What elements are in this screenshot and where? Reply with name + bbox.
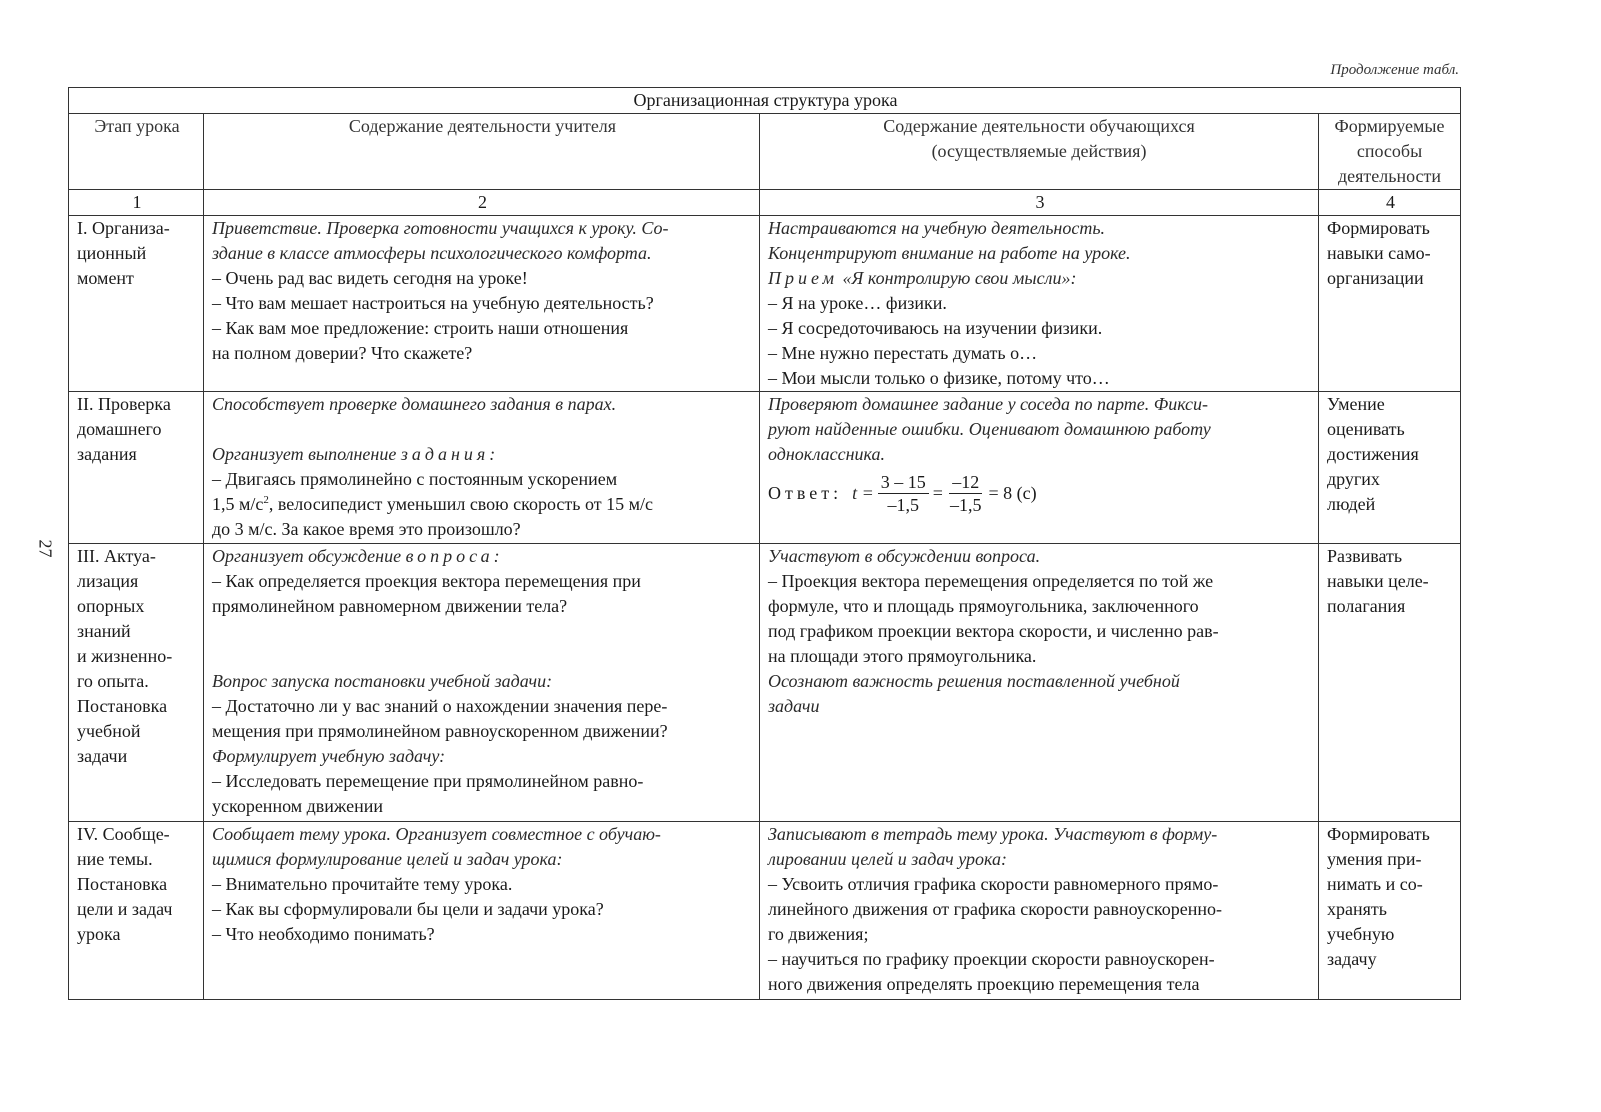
column-number: 2: [204, 190, 760, 216]
technique-label: Прием: [768, 268, 839, 288]
table-row: [69, 216, 1461, 392]
teacher-cell: [204, 822, 760, 1000]
teacher-italic-line: щимися формулирование целей и задач урока:: [212, 849, 563, 869]
equals-sign: =: [932, 483, 943, 503]
teacher-line: мещения при прямолинейном равноускоренном движении?: [212, 721, 668, 741]
stage-line: опорных: [77, 596, 145, 616]
teacher-italic-line: [212, 442, 753, 467]
stage-line: и жизненно-: [77, 646, 173, 666]
teacher-line: – Двигаясь прямолинейно с постоянным ускорением: [212, 469, 618, 489]
stage-line: задачи: [77, 746, 128, 766]
skills-line: Формировать: [1327, 218, 1430, 238]
technique-name: «Я контролирую свои мысли»:: [842, 268, 1077, 288]
formula-variable: t =: [852, 483, 874, 503]
stage-line: Постановка: [77, 874, 168, 894]
fraction-denominator: –1,5: [887, 495, 920, 515]
stage-line: цели и задач: [77, 899, 173, 919]
skills-line: Формировать: [1327, 824, 1430, 844]
formula-result: = 8 (с): [988, 483, 1037, 503]
table-header-row: [69, 114, 1461, 190]
teacher-line: прямолинейном равномерном движении тела?: [212, 596, 568, 616]
students-line: – Я сосредоточиваюсь на изучении физики.: [768, 318, 1103, 338]
stage-line: домашнего: [77, 419, 162, 439]
skills-line: хранять: [1327, 899, 1387, 919]
skills-line: оценивать: [1327, 419, 1405, 439]
lesson-structure-table: [68, 87, 1461, 1000]
teacher-italic-line: Формулирует учебную задачу:: [212, 746, 446, 766]
teacher-line: 1,5 $м/с^2$, велосипедист уменьшил свою скорость от 15 м/с: [212, 494, 653, 514]
teacher-line: до 3 м/с. За какое время это произошло?: [212, 519, 521, 539]
teacher-line: – Исследовать перемещение при прямолинейном равно-: [212, 771, 644, 791]
stage-line: момент: [77, 268, 134, 288]
table-title: Организационная структура урока: [69, 88, 1461, 114]
technique-line: [768, 266, 1312, 291]
stage-line: лизация: [77, 571, 139, 591]
stage-cell: [69, 216, 204, 392]
teacher-line-rest: велосипедист уменьшил свою скорость от 15 м/с: [277, 494, 653, 514]
skills-cell: [1319, 822, 1461, 1000]
acceleration-power: 2: [263, 494, 269, 506]
teacher-italic-line: Приветствие. Проверка готовности учащихся к уроку. Со-: [212, 218, 669, 238]
students-cell: [760, 392, 1319, 544]
teacher-line: – Как вы сформулировали бы цели и задачи урока?: [212, 899, 604, 919]
teacher-line: на полном доверии? Что скажете?: [212, 343, 473, 363]
stage-line: III. Актуа-: [77, 546, 156, 566]
students-cell: [760, 822, 1319, 1000]
stage-line: урока: [77, 924, 121, 944]
students-line: – Усвоить отличия графика скорости равномерного прямо-: [768, 874, 1219, 894]
header-students: Содержание деятельности обучающихся (осуществляемые действия): [760, 114, 1319, 190]
skills-line: достижения: [1327, 444, 1419, 464]
students-italic-line: Участвуют в обсуждении вопроса.: [768, 546, 1041, 566]
stage-line: I. Организа-: [77, 218, 170, 238]
teacher-italic-prefix: Организует выполнение: [212, 444, 397, 464]
skills-cell: [1319, 392, 1461, 544]
students-cell: [760, 216, 1319, 392]
teacher-line: – Что необходимо понимать?: [212, 924, 435, 944]
teacher-italic-line: здание в классе атмосферы психологического комфорта.: [212, 243, 652, 263]
students-italic-line: лировании целей и задач урока:: [768, 849, 1007, 869]
skills-line: учебную: [1327, 924, 1395, 944]
stage-line: задания: [77, 444, 137, 464]
teacher-italic-spaced: вопроса:: [405, 546, 504, 566]
skills-line: задачу: [1327, 949, 1377, 969]
skills-line: Развивать: [1327, 546, 1403, 566]
skills-line: полагания: [1327, 596, 1406, 616]
teacher-italic-line: Способствует проверке домашнего задания в парах.: [212, 394, 617, 414]
stage-line: Постановка: [77, 696, 168, 716]
stage-line: IV. Сообще-: [77, 824, 170, 844]
students-italic-line: Настраиваются на учебную деятельность.: [768, 218, 1106, 238]
students-italic-line: Осознают важность решения поставленной учебной: [768, 671, 1180, 691]
answer-label: Ответ:: [768, 483, 843, 503]
skills-line: навыки само-: [1327, 243, 1431, 263]
continuation-note: Продолжение табл.: [1330, 62, 1459, 78]
students-line: – Проекция вектора перемещения определяется по той же: [768, 571, 1214, 591]
fraction-numerator: 3 – 15: [878, 471, 929, 494]
students-italic-line: Концентрируют внимание на работе на уроке.: [768, 243, 1131, 263]
table-row: [69, 822, 1461, 1000]
stage-line: го опыта.: [77, 671, 149, 691]
page-number: 27: [35, 539, 56, 558]
stage-cell: [69, 822, 204, 1000]
teacher-italic-spaced: задания:: [400, 444, 500, 464]
students-line: линейного движения от графика скорости равноускоренно-: [768, 899, 1222, 919]
formula-fraction-2: [947, 471, 985, 516]
students-italic-line: Записывают в тетрадь тему урока. Участвуют в форму-: [768, 824, 1218, 844]
column-number-row: [69, 190, 1461, 216]
teacher-italic-line: Вопрос запуска постановки учебной задачи:: [212, 671, 553, 691]
skills-cell: [1319, 544, 1461, 822]
skills-line: организации: [1327, 268, 1424, 288]
column-number: 3: [760, 190, 1319, 216]
skills-line: умения при-: [1327, 849, 1422, 869]
answer-formula: [768, 471, 1312, 516]
stage-line: ние темы.: [77, 849, 153, 869]
header-teacher: Содержание деятельности учителя: [204, 114, 760, 190]
table-row: [69, 544, 1461, 822]
students-italic-line: одноклассника.: [768, 444, 886, 464]
students-line: на площади этого прямоугольника.: [768, 646, 1037, 666]
teacher-italic-prefix: Организует обсуждение: [212, 546, 402, 566]
teacher-italic-line: [212, 544, 753, 569]
teacher-line: – Что вам мешает настроиться на учебную деятельность?: [212, 293, 654, 313]
header-skills: Формируемые способы деятельности: [1319, 114, 1461, 190]
skills-line: людей: [1327, 494, 1376, 514]
skills-line: нимать и со-: [1327, 874, 1423, 894]
stage-line: II. Проверка: [77, 394, 171, 414]
students-line: ного движения определять проекцию перемещения тела: [768, 974, 1200, 994]
students-line: под графиком проекции вектора скорости, и численно рав-: [768, 621, 1219, 641]
teacher-line: – Внимательно прочитайте тему урока.: [212, 874, 513, 894]
column-number: 1: [69, 190, 204, 216]
students-line: – Я на уроке… физики.: [768, 293, 947, 313]
fraction-numerator: –12: [949, 471, 982, 494]
stage-line: ционный: [77, 243, 147, 263]
teacher-line: – Достаточно ли у вас знаний о нахождении значения пере-: [212, 696, 668, 716]
stage-line: учебной: [77, 721, 141, 741]
students-line: – Мне нужно перестать думать о…: [768, 343, 1038, 363]
stage-cell: [69, 544, 204, 822]
teacher-cell: [204, 392, 760, 544]
teacher-cell: [204, 216, 760, 392]
students-line: – Мои мысли только о физике, потому что…: [768, 368, 1110, 388]
teacher-line: – Как определяется проекция вектора перемещения при: [212, 571, 641, 591]
skills-line: навыки целе-: [1327, 571, 1429, 591]
teacher-cell: [204, 544, 760, 822]
header-stage: Этап урока: [69, 114, 204, 190]
students-cell: [760, 544, 1319, 822]
teacher-line: ускоренном движении: [212, 796, 383, 816]
students-line: формуле, что и площадь прямоугольника, заключенного: [768, 596, 1199, 616]
table-title-row: [69, 88, 1461, 114]
acceleration-value: 1,5 м/с: [212, 494, 264, 514]
skills-cell: [1319, 216, 1461, 392]
fraction-denominator: –1,5: [949, 495, 982, 515]
students-italic-line: Проверяют домашнее задание у соседа по парте. Фикси-: [768, 394, 1208, 414]
students-italic-line: руют найденные ошибки. Оценивают домашнюю работу: [768, 419, 1211, 439]
formula-fraction-1: [878, 471, 929, 516]
stage-cell: [69, 392, 204, 544]
skills-line: Умение: [1327, 394, 1385, 414]
students-line: – научиться по графику проекции скорости равноускорен-: [768, 949, 1215, 969]
teacher-line: – Как вам мое предложение: строить наши отношения: [212, 318, 629, 338]
teacher-line: – Очень рад вас видеть сегодня на уроке!: [212, 268, 528, 288]
table-row: [69, 392, 1461, 544]
teacher-italic-line: Сообщает тему урока. Организует совместное с обучаю-: [212, 824, 661, 844]
column-number: 4: [1319, 190, 1461, 216]
stage-line: знаний: [77, 621, 131, 641]
students-italic-line: задачи: [768, 696, 820, 716]
students-line: го движения;: [768, 924, 869, 944]
skills-line: других: [1327, 469, 1380, 489]
